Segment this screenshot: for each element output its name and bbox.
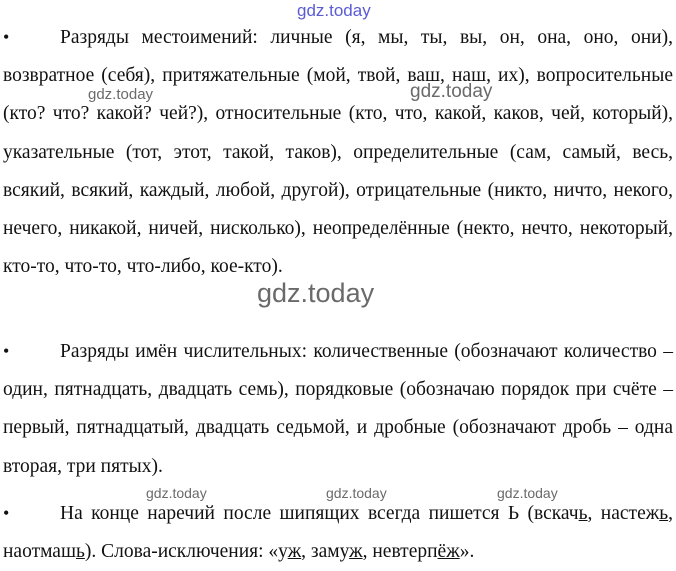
paragraph-text: Разряды местоимений: личные (я, мы, ты, вы, он, она, оно, они), возвратное (себя), притяжательные (мой, твой, ваш, наш, их), вопросительные (кто? что? какой? чей?), относительные (кто, что, какой, каков, чей, который), указательные (тот, этот, такой, таков), определительные (сам, самый, весь, всякий, всякий, каждый, любой, другой), отрицательные (никто, ничто, некого, нечего, никакой, ничей, нисколько), неопределённые (некто, нечто, некоторый, кто-то, что-то, что-либо, кое-кто). [3, 27, 673, 278]
watermark: gdz.today [88, 86, 154, 103]
rule-text: На конце наречий после шипящих всегда пишется Ь (вскач [60, 503, 579, 524]
underlined-letter: ь [659, 503, 669, 524]
bullet-icon: • [3, 27, 10, 47]
rule-text: , заму [301, 541, 350, 563]
watermark: gdz.today [497, 485, 558, 501]
watermark-top: gdz.today [297, 1, 371, 20]
underlined-letter: ж [349, 541, 363, 563]
paragraph-text: Разряды имён числительных: количественные (обозначают количество – один, пятнадцать, двадцать семь), порядковые (обозначаю порядок при счёте – первый, пятнадцатый, двадцать седьмой, и дробные (обозначают дробь – одна вторая, три пятых). [3, 341, 673, 477]
paragraph-pronoun-categories [3, 18, 673, 286]
underlined-letter: ёж [437, 541, 460, 563]
rule-text: , настеж [587, 503, 660, 524]
paragraph-numeral-categories [3, 332, 673, 486]
watermark: gdz.today [257, 278, 375, 308]
bullet-icon: • [3, 341, 10, 361]
rule-text: , наотмаш [3, 503, 673, 563]
underlined-letter: ь [75, 541, 85, 563]
rule-text: ». [459, 541, 475, 563]
underlined-letter: ж [287, 541, 302, 563]
watermark: gdz.today [146, 485, 207, 501]
rule-text: , невтерп [362, 541, 438, 563]
bullet-icon: • [3, 503, 10, 523]
paragraph-adverb-rule [3, 494, 673, 571]
watermark: gdz.today [410, 81, 493, 102]
rule-text: ). Слова-исключения: «у [84, 541, 288, 563]
underlined-letter: ь [578, 503, 588, 524]
watermark: gdz.today [326, 485, 387, 501]
